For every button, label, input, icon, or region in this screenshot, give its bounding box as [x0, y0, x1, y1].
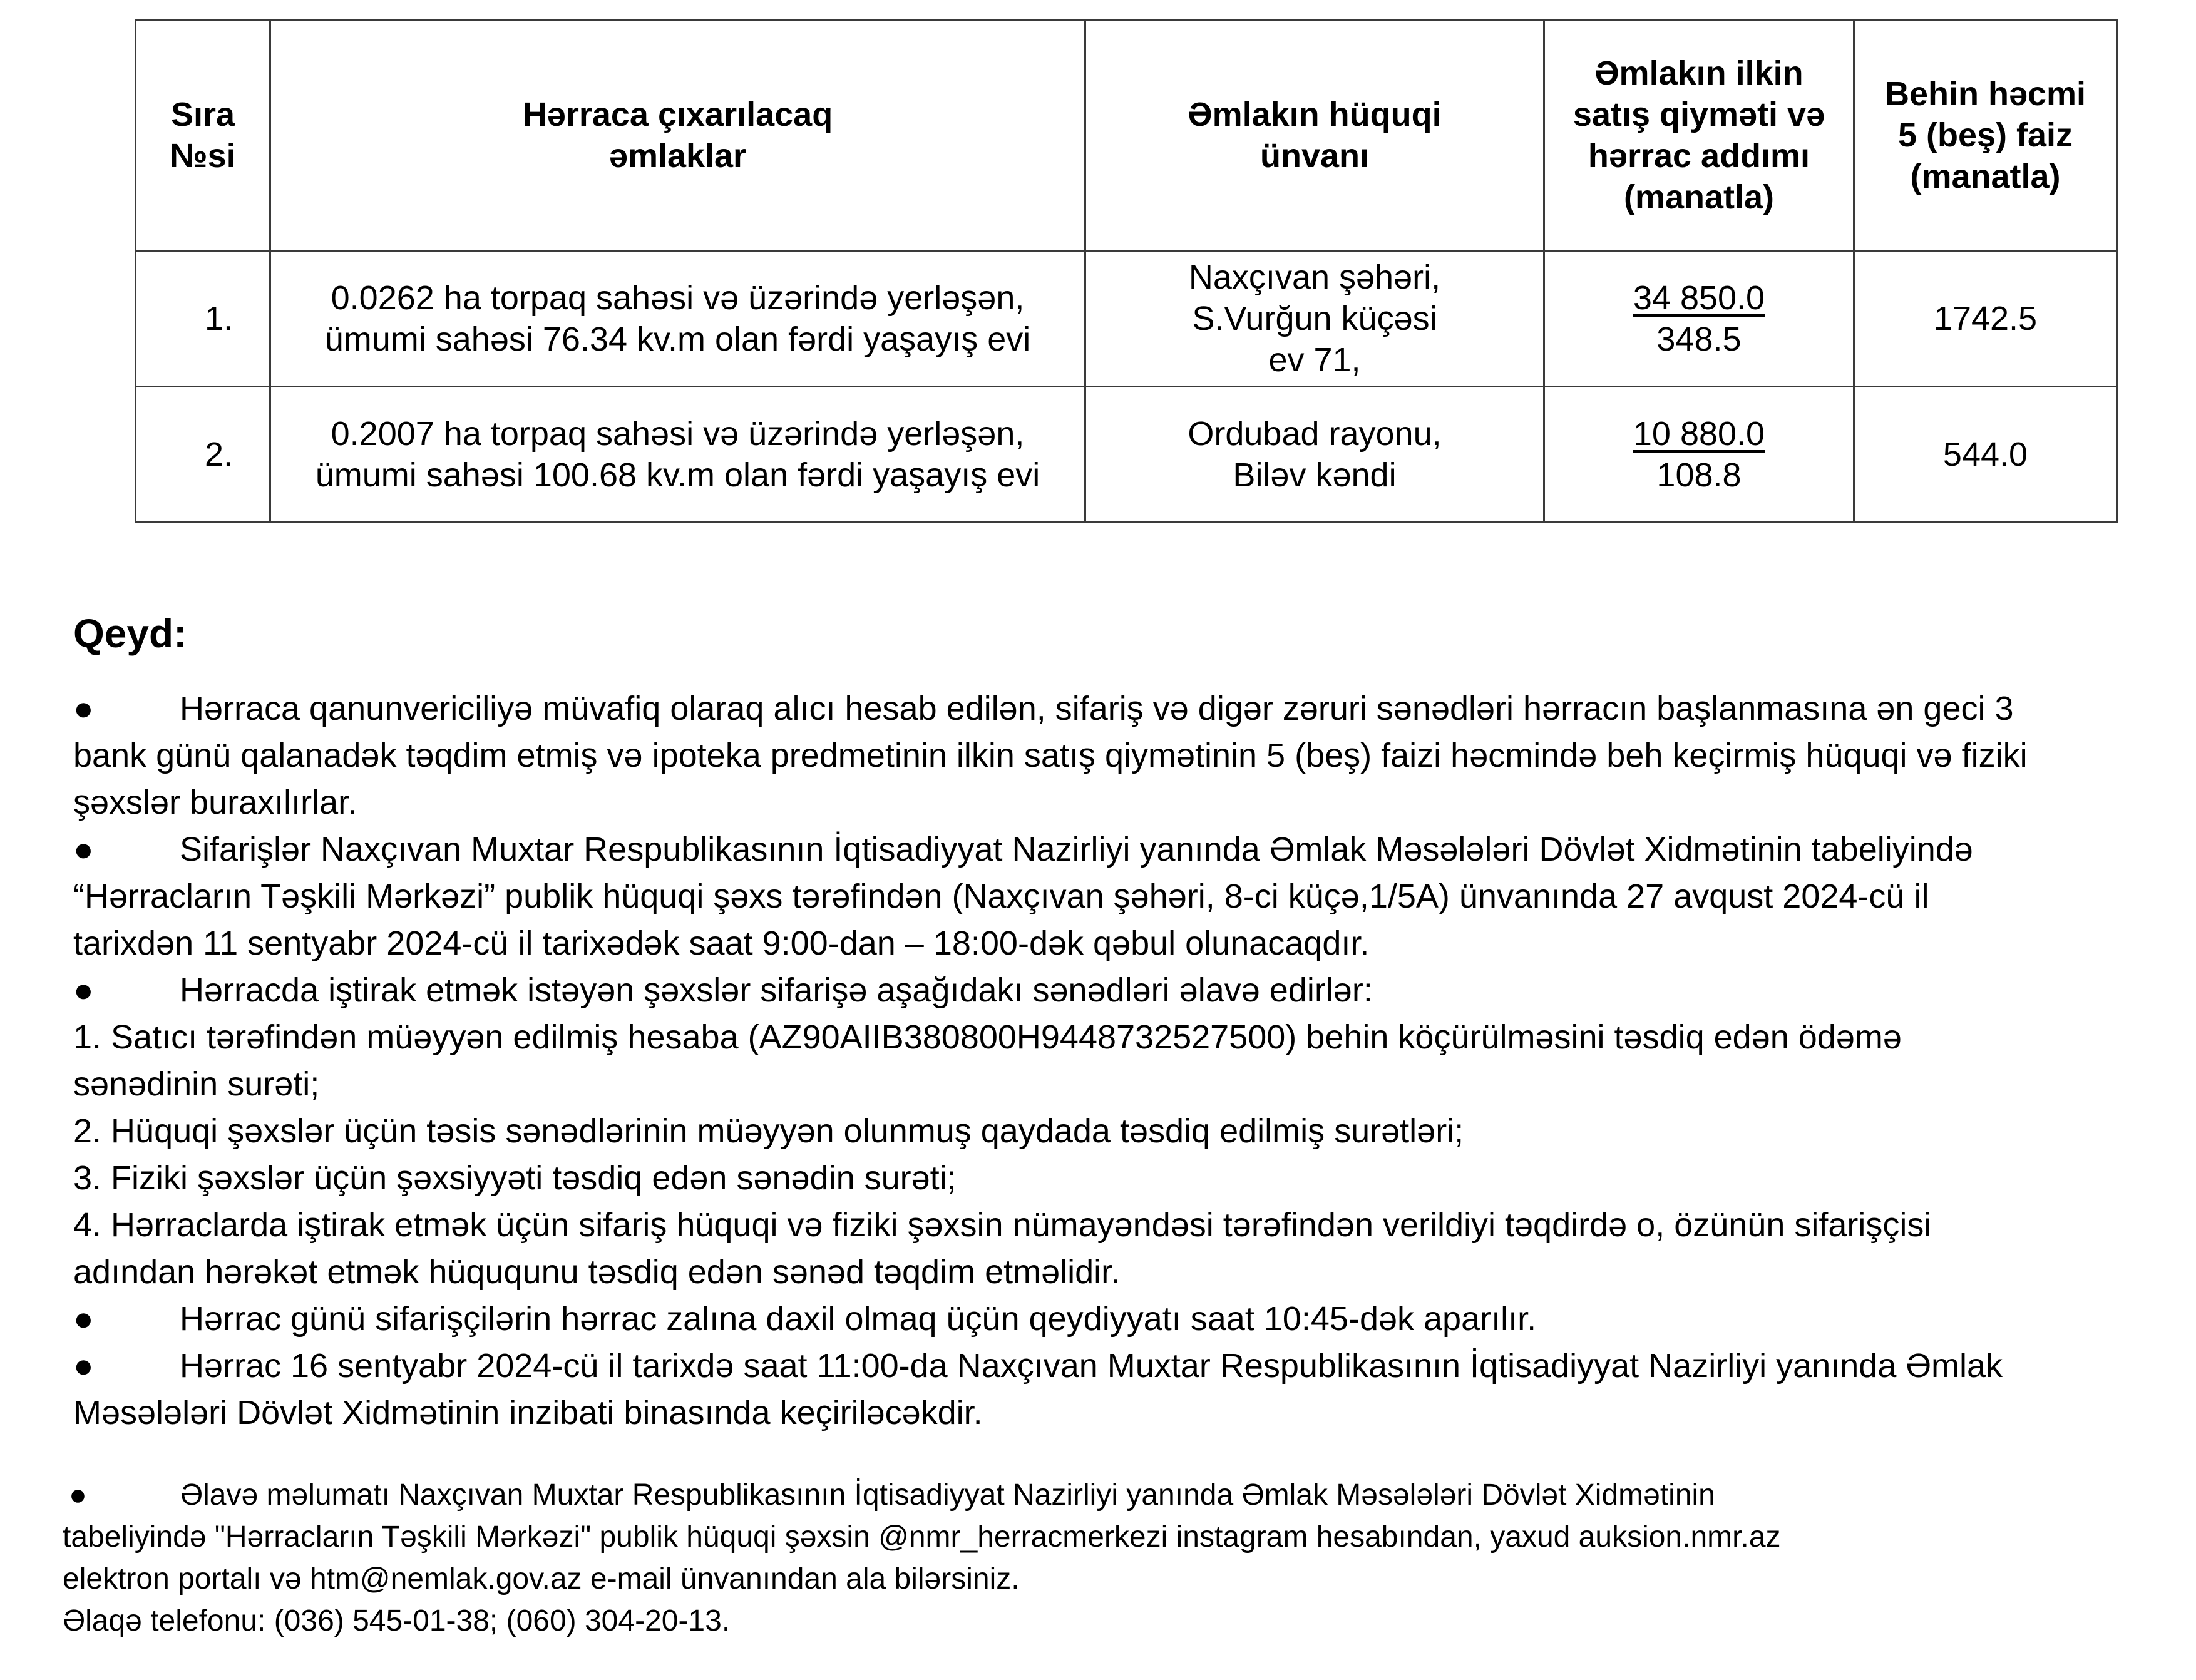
note-line: 4. Hərraclarda iştirak etmək üçün sifariş hüquqi və fiziki şəxsin nümayəndəsi tərəfindən verildiyi təqdirdə o, özünün sifarişçisi	[73, 1206, 1932, 1244]
bullet-icon: ●	[73, 1300, 94, 1338]
note-line: ● Hərrac 16 sentyabr 2024-cü il tarixdə saat 11:00-da Naxçıvan Muxtar Respublikasının İqtisadiyyat Nazirliyi yanında Əmlak	[73, 1343, 2164, 1390]
auction-property-table	[135, 19, 2118, 523]
header-initial-price: Əmlakın ilkin satış qiyməti və hərrac addımı (manatla)	[1544, 20, 1854, 251]
property-description: 0.0262 ha torpaq sahəsi və üzərində yerləşən, ümumi sahəsi 76.34 kv.m olan fərdi yaşayış evi	[270, 251, 1085, 387]
table-row	[136, 251, 2117, 387]
price-and-step	[1544, 251, 1854, 387]
note-line: “Hərracların Təşkili Mərkəzi” publik hüquqi şəxs tərəfindən (Naxçıvan şəhəri, 8-ci küçə,1/5A) ünvanında 27 avqust 2024-cü il	[73, 878, 1929, 915]
price-and-step	[1544, 387, 1854, 523]
note-line: bank günü qalanadək təqdim etmiş və ipoteka predmetinin ilkin satış qiymətinin 5 (beş) faizi həcmində beh keçirmiş hüquqi və fiziki	[73, 737, 2028, 774]
footer-line: tabeliyində "Hərracların Təşkili Mərkəzi" publik hüquqi şəxsin @nmr_herracmerkezi instagram hesabından, yaxud auksion.nmr.az	[63, 1520, 1781, 1554]
property-address: Ordubad rayonu, Biləv kəndi	[1085, 387, 1544, 523]
deposit-amount: 544.0	[1854, 387, 2117, 523]
initial-price: 10 880.0	[1633, 415, 1765, 453]
note-line: 1. Satıcı tərəfindən müəyyən edilmiş hesaba (AZ90AIIB380800H9448732527500) behin köçürülməsini təsdiq edən ödəmə	[73, 1018, 1902, 1056]
note-line: ● Hərraca qanunvericiliyə müvafiq olaraq alıcı hesab edilən, sifariş və digər zəruri sənədləri hərracın başlanmasına ən geci 3	[73, 685, 2164, 732]
bullet-icon: ●	[73, 831, 94, 868]
initial-price: 34 850.0	[1633, 279, 1765, 317]
note-line: tarixdən 11 sentyabr 2024-cü il tarixədək saat 9:00-dan – 18:00-dək qəbul olunacaqdır.	[73, 925, 1370, 962]
contact-info-footer	[63, 1474, 2003, 1642]
bullet-icon: ●	[69, 1478, 87, 1512]
row-number: 1.	[136, 251, 270, 387]
bullet-icon: ●	[73, 971, 94, 1009]
header-property: Hərraca çıxarılacaq əmlaklar	[270, 20, 1085, 251]
header-row-number: Sıra №si	[136, 20, 270, 251]
auction-step: 108.8	[1656, 456, 1742, 494]
bullet-icon: ●	[73, 690, 94, 727]
note-line: 2. Hüquqi şəxslər üçün təsis sənədlərinin müəyyən olunmuş qaydada təsdiq edilmiş surətləri;	[73, 1112, 1464, 1150]
property-address: Naxçıvan şəhəri, S.Vurğun küçəsi ev 71,	[1085, 251, 1544, 387]
note-line: sənədinin surəti;	[73, 1065, 320, 1103]
notes-body	[73, 685, 2164, 1437]
footer-line: ● Əlavə məlumatı Naxçıvan Muxtar Respublikasının İqtisadiyyat Nazirliyi yanında Əmlak Məsələləri Dövlət Xidmətinin	[63, 1474, 2003, 1516]
footer-line: elektron portalı və htm@nemlak.gov.az e-mail ünvanından ala bilərsiniz.	[63, 1562, 1020, 1595]
contact-phone: Əlaqə telefonu: (036) 545-01-38; (060) 304-20-13.	[63, 1604, 731, 1637]
note-line: ● Hərrac günü sifarişçilərin hərrac zalına daxil olmaq üçün qeydiyyatı saat 10:45-dək aparılır.	[73, 1296, 2164, 1343]
deposit-amount: 1742.5	[1854, 251, 2117, 387]
note-line: şəxslər buraxılırlar.	[73, 784, 357, 821]
note-line: 3. Fiziki şəxslər üçün şəxsiyyəti təsdiq edən sənədin surəti;	[73, 1159, 957, 1197]
note-line: ● Sifarişlər Naxçıvan Muxtar Respublikasının İqtisadiyyat Nazirliyi yanında Əmlak Məsələləri Dövlət Xidmətinin tabeliyində	[73, 826, 2164, 873]
row-number: 2.	[136, 387, 270, 523]
note-line: Məsələləri Dövlət Xidmətinin inzibati binasında keçiriləcəkdir.	[73, 1394, 983, 1432]
table-header-row	[136, 20, 2117, 251]
bullet-icon: ●	[73, 1347, 94, 1385]
note-line: ● Hərracda iştirak etmək istəyən şəxslər sifarişə aşağıdakı sənədləri əlavə edirlər:	[73, 967, 2164, 1014]
header-legal-address: Əmlakın hüquqi ünvanı	[1085, 20, 1544, 251]
auction-step: 348.5	[1656, 320, 1742, 358]
table-row	[136, 387, 2117, 523]
header-deposit: Behin həcmi 5 (beş) faiz (manatla)	[1854, 20, 2117, 251]
notes-title: Qeyd:	[73, 611, 187, 656]
note-line: adından hərəkət etmək hüququnu təsdiq edən sənəd təqdim etməlidir.	[73, 1253, 1121, 1291]
property-description: 0.2007 ha torpaq sahəsi və üzərində yerləşən, ümumi sahəsi 100.68 kv.m olan fərdi yaşayış evi	[270, 387, 1085, 523]
